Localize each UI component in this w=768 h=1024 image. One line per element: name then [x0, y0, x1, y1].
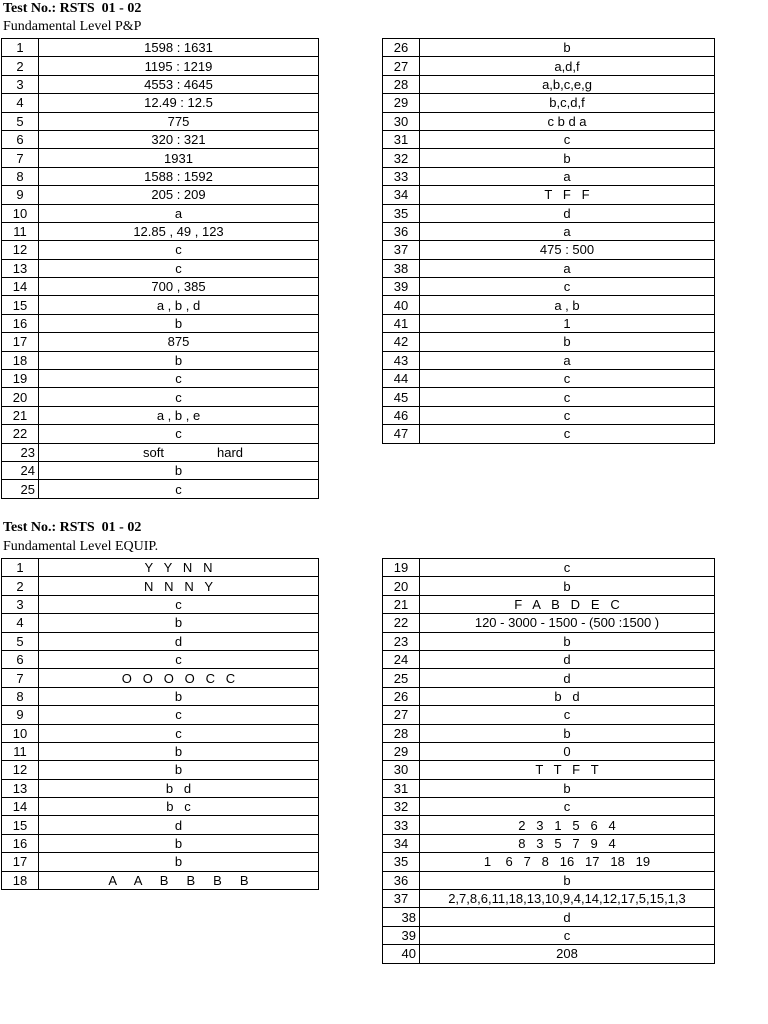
answer-row	[383, 370, 715, 388]
answer-value: c	[39, 425, 319, 443]
answer-row	[2, 314, 319, 332]
answer-row	[2, 816, 319, 834]
answer-row	[2, 204, 319, 222]
question-number: 12	[2, 241, 39, 259]
answer-value: 1931	[39, 149, 319, 167]
answer-row	[2, 577, 319, 595]
answer-row	[383, 945, 715, 963]
answer-row	[383, 706, 715, 724]
answer-row	[383, 798, 715, 816]
answer-row	[2, 57, 319, 75]
answer-value: b	[420, 632, 715, 650]
answer-row	[383, 388, 715, 406]
answer-row	[383, 577, 715, 595]
question-number: 15	[2, 296, 39, 314]
answer-row	[2, 669, 319, 687]
answer-value: 120 - 3000 - 1500 - (500 :1500 )	[420, 614, 715, 632]
answer-value: 320 : 321	[39, 130, 319, 148]
answer-row	[2, 388, 319, 406]
answer-row	[2, 559, 319, 577]
answer-value: b d	[420, 687, 715, 705]
answer-row	[2, 761, 319, 779]
question-number: 8	[2, 167, 39, 185]
answer-row	[2, 370, 319, 388]
question-number: 15	[2, 816, 39, 834]
question-number: 19	[383, 559, 420, 577]
question-number: 22	[2, 425, 39, 443]
question-number: 37	[383, 890, 420, 908]
answer-row	[2, 351, 319, 369]
question-number: 38	[383, 908, 420, 926]
answer-row	[2, 186, 319, 204]
question-number: 18	[2, 351, 39, 369]
question-number: 13	[2, 259, 39, 277]
question-number: 7	[2, 149, 39, 167]
question-number: 33	[383, 167, 420, 185]
section2-title: Test No.: RSTS 01 - 02	[3, 520, 142, 535]
answer-row	[383, 853, 715, 871]
question-number: 12	[2, 761, 39, 779]
answer-value: c	[39, 650, 319, 668]
answer-value: a,b,c,e,g	[420, 75, 715, 93]
question-number: 20	[383, 577, 420, 595]
question-number: 25	[383, 669, 420, 687]
section1-subtitle: Fundamental Level P&P	[3, 19, 142, 34]
question-number: 19	[2, 370, 39, 388]
question-number: 23	[383, 632, 420, 650]
answer-row	[383, 650, 715, 668]
question-number: 35	[383, 204, 420, 222]
question-number: 33	[383, 816, 420, 834]
question-number: 25	[2, 480, 39, 498]
answer-row	[383, 614, 715, 632]
answer-value: c	[39, 724, 319, 742]
answer-value: b	[420, 39, 715, 57]
answer-value: c	[420, 926, 715, 944]
answer-value: d	[39, 816, 319, 834]
answer-row	[2, 614, 319, 632]
answer-value: 1598 : 1631	[39, 39, 319, 57]
question-number: 3	[2, 595, 39, 613]
answer-value: a	[420, 222, 715, 240]
question-number: 21	[383, 595, 420, 613]
answer-value: c b d a	[420, 112, 715, 130]
answer-value: c	[420, 388, 715, 406]
answer-row	[383, 204, 715, 222]
question-number: 34	[383, 186, 420, 204]
answer-value: 875	[39, 333, 319, 351]
question-number: 26	[383, 39, 420, 57]
question-number: 40	[383, 945, 420, 963]
answer-row	[383, 57, 715, 75]
question-number: 27	[383, 57, 420, 75]
answer-row	[2, 167, 319, 185]
answer-row	[2, 742, 319, 760]
answer-row	[383, 890, 715, 908]
question-number: 11	[2, 742, 39, 760]
question-number: 4	[2, 94, 39, 112]
answer-value: d	[420, 650, 715, 668]
answer-row	[383, 816, 715, 834]
question-number: 28	[383, 75, 420, 93]
answer-row	[2, 130, 319, 148]
question-number: 22	[383, 614, 420, 632]
answer-value: b	[39, 461, 319, 479]
answer-value: N N N Y	[39, 577, 319, 595]
question-number: 14	[2, 278, 39, 296]
answer-value: 4553 : 4645	[39, 75, 319, 93]
answer-row	[383, 761, 715, 779]
answer-value: b	[420, 333, 715, 351]
question-number: 10	[2, 724, 39, 742]
answer-value: a , b	[420, 296, 715, 314]
question-number: 29	[383, 94, 420, 112]
answer-row	[2, 632, 319, 650]
answer-row	[383, 687, 715, 705]
section2-left-table	[1, 558, 319, 890]
answer-row	[383, 75, 715, 93]
answer-value	[39, 443, 319, 461]
answer-row	[2, 112, 319, 130]
question-number: 36	[383, 871, 420, 889]
answer-value: b	[39, 687, 319, 705]
answer-row	[2, 259, 319, 277]
answer-row	[383, 167, 715, 185]
section1-right-table	[382, 38, 715, 444]
section2-right-table	[382, 558, 715, 964]
answer-row	[383, 241, 715, 259]
answer-value: c	[420, 559, 715, 577]
question-number: 16	[2, 834, 39, 852]
answer-row	[383, 296, 715, 314]
answer-value: 0	[420, 742, 715, 760]
question-number: 5	[2, 112, 39, 130]
question-number: 10	[2, 204, 39, 222]
answer-value: 8 3 5 7 9 4	[420, 834, 715, 852]
answer-value: c	[39, 706, 319, 724]
answer-value: d	[420, 908, 715, 926]
question-number: 1	[2, 559, 39, 577]
question-number: 39	[383, 926, 420, 944]
question-number: 32	[383, 798, 420, 816]
answer-value: c	[39, 480, 319, 498]
answer-value: 1588 : 1592	[39, 167, 319, 185]
question-number: 1	[2, 39, 39, 57]
answer-value: c	[420, 706, 715, 724]
question-number: 17	[2, 853, 39, 871]
question-number: 5	[2, 632, 39, 650]
answer-row	[2, 595, 319, 613]
answer-value: 12.49 : 12.5	[39, 94, 319, 112]
section2-subtitle: Fundamental Level EQUIP.	[3, 539, 159, 554]
answer-row	[2, 853, 319, 871]
answer-row	[2, 480, 319, 498]
answer-row	[383, 278, 715, 296]
answer-value: 1	[420, 314, 715, 332]
question-number: 9	[2, 186, 39, 204]
answer-value: a	[420, 351, 715, 369]
answer-value: c	[420, 425, 715, 443]
answer-value: b	[39, 761, 319, 779]
answer-row	[2, 461, 319, 479]
answer-value: O O O O C C	[39, 669, 319, 687]
question-number: 24	[383, 650, 420, 668]
answer-value: T T F T	[420, 761, 715, 779]
question-number: 3	[2, 75, 39, 93]
question-number: 29	[383, 742, 420, 760]
answer-row	[2, 871, 319, 889]
answer-value: a , b , e	[39, 406, 319, 424]
answer-row	[2, 39, 319, 57]
question-number: 34	[383, 834, 420, 852]
answer-value: b,c,d,f	[420, 94, 715, 112]
answer-row	[383, 559, 715, 577]
question-number: 31	[383, 779, 420, 797]
answer-value: 1195 : 1219	[39, 57, 319, 75]
answer-value: a	[420, 167, 715, 185]
question-number: 45	[383, 388, 420, 406]
answer-row	[2, 296, 319, 314]
answer-row	[383, 222, 715, 240]
answer-row	[2, 75, 319, 93]
answer-value: 2 3 1 5 6 4	[420, 816, 715, 834]
answer-row	[383, 779, 715, 797]
question-number: 18	[2, 871, 39, 889]
answer-row	[2, 222, 319, 240]
answer-value: d	[420, 204, 715, 222]
answer-value: T F F	[420, 186, 715, 204]
answer-value: b	[39, 614, 319, 632]
question-number: 40	[383, 296, 420, 314]
question-number: 36	[383, 222, 420, 240]
answer-value: b	[39, 314, 319, 332]
answer-value: b	[39, 742, 319, 760]
answer-row	[383, 112, 715, 130]
answer-value: F A B D E C	[420, 595, 715, 613]
answer-value: 208	[420, 945, 715, 963]
answer-row	[383, 724, 715, 742]
answer-row	[2, 425, 319, 443]
question-number: 41	[383, 314, 420, 332]
answer-row	[2, 241, 319, 259]
answer-value-part: soft	[143, 444, 164, 460]
answer-value: c	[39, 241, 319, 259]
question-number: 6	[2, 650, 39, 668]
answer-value: c	[39, 370, 319, 388]
answer-row	[383, 130, 715, 148]
answer-value: c	[420, 278, 715, 296]
answer-value: b d	[39, 779, 319, 797]
answer-row	[383, 149, 715, 167]
answer-value: b	[420, 779, 715, 797]
answer-value: 205 : 209	[39, 186, 319, 204]
question-number: 30	[383, 761, 420, 779]
answer-value: b	[420, 724, 715, 742]
question-number: 7	[2, 669, 39, 687]
section1-title: Test No.: RSTS 01 - 02	[3, 1, 142, 16]
question-number: 2	[2, 577, 39, 595]
answer-value: a	[39, 204, 319, 222]
answer-row	[383, 351, 715, 369]
question-number: 43	[383, 351, 420, 369]
answer-row	[2, 798, 319, 816]
question-number: 32	[383, 149, 420, 167]
answer-value: c	[39, 595, 319, 613]
answer-row	[383, 669, 715, 687]
question-number: 28	[383, 724, 420, 742]
answer-value: b	[420, 577, 715, 595]
question-number: 9	[2, 706, 39, 724]
question-number: 2	[2, 57, 39, 75]
question-number: 42	[383, 333, 420, 351]
answer-row	[2, 687, 319, 705]
answer-row	[383, 834, 715, 852]
answer-value: c	[420, 130, 715, 148]
answer-value: 2,7,8,6,11,18,13,10,9,4,14,12,17,5,15,1,3	[420, 890, 715, 908]
answer-row	[2, 333, 319, 351]
question-number: 16	[2, 314, 39, 332]
answer-row	[383, 333, 715, 351]
answer-row	[383, 94, 715, 112]
answer-row	[2, 149, 319, 167]
question-number: 35	[383, 853, 420, 871]
answer-value: b c	[39, 798, 319, 816]
answer-row	[383, 406, 715, 424]
answer-value: 12.85 , 49 , 123	[39, 222, 319, 240]
answer-row	[383, 186, 715, 204]
question-number: 20	[2, 388, 39, 406]
answer-value: b	[39, 834, 319, 852]
question-number: 38	[383, 259, 420, 277]
answer-value: c	[39, 259, 319, 277]
answer-row	[2, 650, 319, 668]
answer-row	[2, 706, 319, 724]
answer-value: Y Y N N	[39, 559, 319, 577]
answer-row	[383, 908, 715, 926]
answer-value: b	[420, 871, 715, 889]
answer-row	[2, 406, 319, 424]
answer-row	[2, 443, 319, 461]
answer-value: 1 6 7 8 16 17 18 19	[420, 853, 715, 871]
answer-value: 700 , 385	[39, 278, 319, 296]
answer-value: c	[39, 388, 319, 406]
question-number: 37	[383, 241, 420, 259]
answer-row	[383, 595, 715, 613]
question-number: 47	[383, 425, 420, 443]
question-number: 11	[2, 222, 39, 240]
answer-row	[383, 926, 715, 944]
answer-value: c	[420, 798, 715, 816]
question-number: 26	[383, 687, 420, 705]
answer-row	[2, 779, 319, 797]
answer-value: d	[39, 632, 319, 650]
question-number: 4	[2, 614, 39, 632]
answer-row	[383, 314, 715, 332]
answer-row	[2, 94, 319, 112]
answer-row	[2, 724, 319, 742]
answer-row	[383, 632, 715, 650]
question-number: 39	[383, 278, 420, 296]
answer-value: b	[39, 853, 319, 871]
question-number: 6	[2, 130, 39, 148]
answer-value: a,d,f	[420, 57, 715, 75]
question-number: 23	[2, 443, 39, 461]
answer-value-part: hard	[217, 444, 244, 460]
question-number: 14	[2, 798, 39, 816]
answer-value: 475 : 500	[420, 241, 715, 259]
question-number: 27	[383, 706, 420, 724]
question-number: 31	[383, 130, 420, 148]
answer-row	[383, 259, 715, 277]
question-number: 46	[383, 406, 420, 424]
answer-value: a	[420, 259, 715, 277]
answer-value: b	[39, 351, 319, 369]
question-number: 24	[2, 461, 39, 479]
answer-value: 775	[39, 112, 319, 130]
section1-left-table	[1, 38, 319, 499]
answer-row	[383, 39, 715, 57]
question-number: 21	[2, 406, 39, 424]
answer-value: A A B B B B	[39, 871, 319, 889]
answer-row	[2, 278, 319, 296]
question-number: 13	[2, 779, 39, 797]
answer-row	[2, 834, 319, 852]
answer-row	[383, 742, 715, 760]
answer-value: a , b , d	[39, 296, 319, 314]
answer-value: b	[420, 149, 715, 167]
answer-row	[383, 425, 715, 443]
question-number: 30	[383, 112, 420, 130]
answer-row	[383, 871, 715, 889]
answer-value: c	[420, 406, 715, 424]
answer-value: c	[420, 370, 715, 388]
question-number: 44	[383, 370, 420, 388]
answer-value: d	[420, 669, 715, 687]
question-number: 8	[2, 687, 39, 705]
question-number: 17	[2, 333, 39, 351]
